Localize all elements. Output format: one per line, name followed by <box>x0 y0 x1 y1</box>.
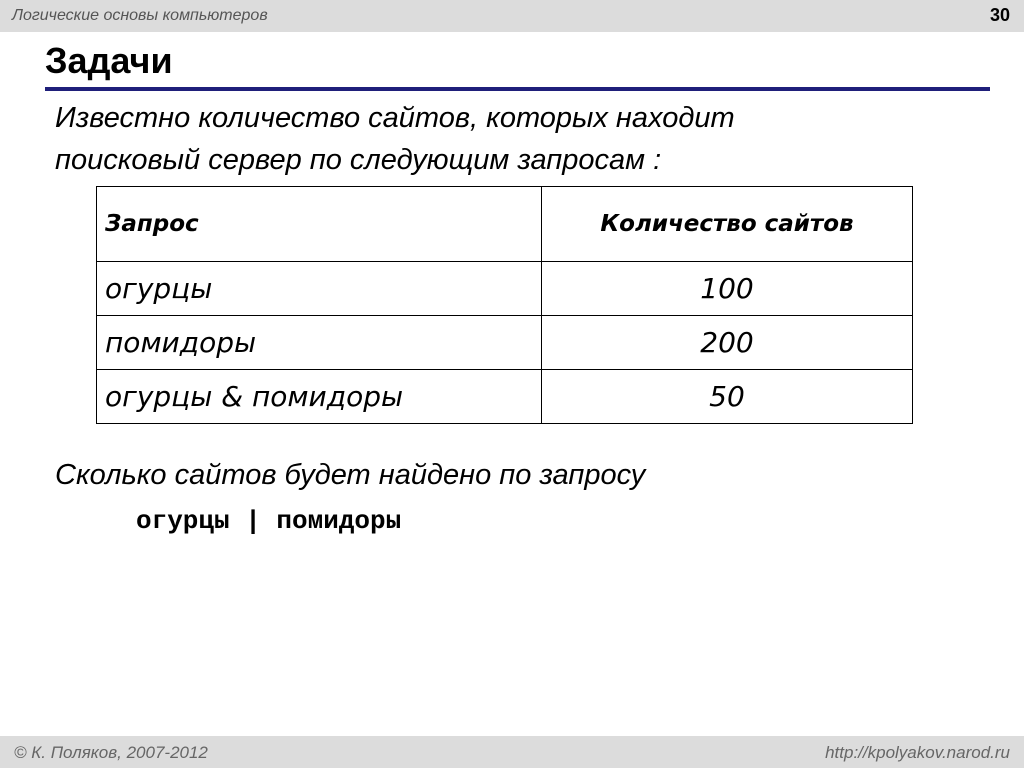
table-row <box>97 370 913 424</box>
intro-text <box>55 97 955 181</box>
table-row <box>97 262 913 316</box>
intro-line-2: поисковый сервер по следующим запросам : <box>55 144 662 176</box>
count-cell: 50 <box>542 370 913 424</box>
query-table <box>96 186 913 424</box>
question-text: Сколько сайтов будет найдено по запросу <box>55 459 646 491</box>
query-cell: помидоры <box>97 316 542 370</box>
slide-title: Задачи <box>45 40 173 81</box>
table-row <box>97 316 913 370</box>
query-cell: огурцы <box>97 262 542 316</box>
page-number: 30 <box>989 5 1010 25</box>
count-cell: 200 <box>542 316 913 370</box>
header-bar <box>0 0 1024 32</box>
query-expression: огурцы | помидоры <box>136 506 402 536</box>
intro-line-1: Известно количество сайтов, которых находит <box>55 102 735 134</box>
table-header-row <box>97 187 913 262</box>
course-title: Логические основы компьютеров <box>12 7 268 24</box>
site-url: http://kpolyakov.narod.ru <box>825 743 1010 762</box>
count-cell: 100 <box>542 262 913 316</box>
copyright-text: © К. Поляков, 2007-2012 <box>14 743 208 762</box>
column-header-query: Запрос <box>97 187 542 262</box>
footer-bar <box>0 736 1024 768</box>
column-header-count: Количество сайтов <box>542 187 913 262</box>
title-divider <box>45 87 990 91</box>
query-cell: огурцы & помидоры <box>97 370 542 424</box>
